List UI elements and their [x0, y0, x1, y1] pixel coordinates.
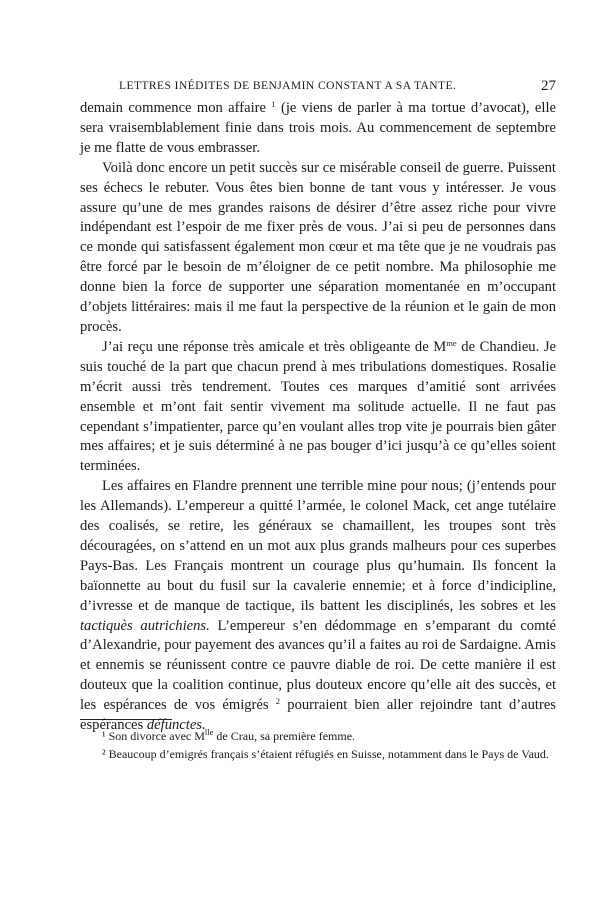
- paragraph-1: [80, 99, 556, 159]
- paragraph-3: [80, 338, 556, 477]
- page-number: 27: [541, 78, 556, 94]
- footnote-2-marker: ²: [102, 746, 106, 761]
- paragraph-1-text-b: (je viens de parler à ma tortue d’avocat), elle sera vraisemblablement finie dans trois mois. Au commencement de septembre je me flatte de vous embrasser.: [80, 100, 556, 156]
- paragraph-3-text-b: de Chandieu. Je suis touché de la part que chacun prend à mes tribulations domestiques. Rosalie m’écrit aussi très tendrement. Toutes ces marques d’amitié sont arrivées ensemble et m’ont fait sentir vivement ma solitude actuelle. Il ne faut pas cependant s’impatienter, parce qu’en voulant alles trop vite je pourrais bien gâter mes affaires; et je suis déterminé à ne pas bouger d’ici jusqu’à ce qu’elles soient terminées.: [80, 338, 556, 475]
- paragraph-4: [80, 477, 556, 736]
- paragraph-1-text-a: demain commence mon affaire: [80, 100, 272, 116]
- body-text: [80, 99, 556, 736]
- paragraph-4-text-a: Les affaires en Flandre prennent une terrible mine pour nous; (j’entends pour les Allemands). L’empereur a quitté l’armée, le colonel Mack, cet ange tutélaire des coalisés, se retire, les généraux se chamaillent, les troupes sont très découragées, on s’attend en un mot aux plus grands malheurs pour ces superbes Pays-Bas. Les Français montrent un courage plus qu’humain. Ils foncent la baïonnette au bout du fusil sur la cavalerie ennemie; et à force d’indicipline, d’ivresse et de manque de tactique, ils battent les disciplinés, les sobres et les: [80, 478, 556, 614]
- footnote-1-text-a: Son divorce avec M: [105, 729, 205, 743]
- footnote-1-text-b: de Crau, sa première femme.: [213, 729, 356, 743]
- footnote-ref-1: 1: [271, 99, 276, 109]
- paragraph-3-text-a: J’ai reçu une réponse très amicale et très obligeante de M: [102, 338, 447, 355]
- footnote-2: [80, 746, 556, 764]
- footnote-1: [80, 728, 556, 746]
- footnote-1-marker: ¹: [102, 729, 106, 743]
- footnote-divider: [80, 719, 172, 720]
- footnote-1-superscript: lle: [204, 727, 214, 737]
- italic-word-defunctes: défunctes.: [146, 717, 206, 734]
- footnotes: [80, 728, 556, 763]
- paragraph-4-text-b: L’empereur s’en dédommage en s’emparant du comté d’Alexandrie, pour payement des avances qu’il a faites au roi de Sardaigne. Amis et ennemis se réunissent contre ce pauvre diable de roi. De cette manière il est douteux que la coalition continue, plus douteux encore qu’elle ait des succès, et les espérances de vos émigrés: [80, 617, 556, 714]
- footnote-2-text: Beaucoup d’emigrés français s’étaient réfugiés en Suisse, notamment dans le Pays de Vaud.: [105, 746, 549, 761]
- running-title: LETTRES INÉDITES DE BENJAMIN CONSTANT A SA TANTE.: [119, 80, 457, 92]
- paragraph-2: Voilà donc encore un petit succès sur ce misérable conseil de guerre. Puissent ses échecs le rebuter. Vous êtes bien bonne de tant vous y intéresser. Je vous assure qu’une de mes grandes raisons de désirer d’être assez riche pour vivre indépendant est l’espoir de me fixer près de vous. J’ai si peu de personnes dans ce monde qui satisfassent également mon cœur et ma tête que je ne voudrais pas être forcé par le besoin de m’éloigner de ce petit nombre. Ma philosophie me donne bien la force de supporter une séparation momentanée en m’occupant d’objets littéraires: mais il me faut la perspective de la réunion et le gain de mon procès.: [80, 159, 556, 335]
- title-abbrev-superscript: me: [446, 337, 457, 348]
- footnote-ref-2: 2: [275, 696, 281, 707]
- paragraph-4-text-c: pourraient bien aller rejoindre tant d’autres espérances: [80, 697, 556, 734]
- italic-phrase-tactiques: tactiquès autrichiens.: [80, 617, 210, 634]
- running-head: [80, 80, 556, 98]
